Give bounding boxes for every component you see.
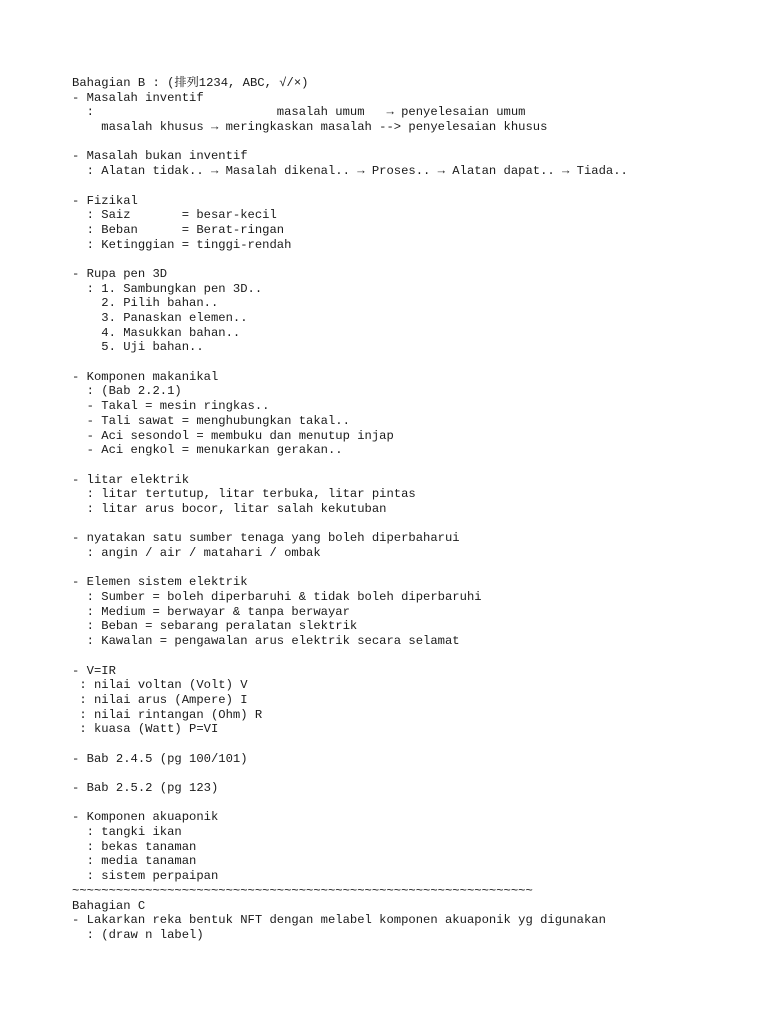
text-line: 5. Uji bahan..: [72, 340, 204, 355]
text-line: : tangki ikan: [72, 825, 182, 840]
document-page: [72, 76, 752, 943]
text-line: : bekas tanaman: [72, 839, 197, 854]
text-line: - litar elektrik: [72, 472, 190, 487]
text-line: 4. Masukkan bahan..: [72, 325, 241, 340]
text-line: : litar tertutup, litar terbuka, litar pintas: [72, 487, 416, 502]
text-line: - nyatakan satu sumber tenaga yang boleh diperbaharui: [72, 531, 460, 546]
text-line: - Fizikal: [72, 193, 138, 208]
text-line: : Ketinggian = tinggi-rendah: [72, 237, 292, 252]
text-line: 2. Pilih bahan..: [72, 296, 219, 311]
text-line: - Masalah bukan inventif: [72, 149, 248, 164]
text-line: : nilai rintangan (Ohm) R: [72, 707, 263, 722]
text-line: : (draw n label): [72, 927, 204, 942]
text-line: - Aci sesondol = membuku dan menutup injap: [72, 428, 394, 443]
text-line: - Elemen sistem elektrik: [72, 575, 248, 590]
text-line: - Takal = mesin ringkas..: [72, 399, 270, 414]
text-line: : Sumber = boleh diperbaruhi & tidak boleh diperbaruhi: [72, 590, 482, 605]
text-line: - Komponen makanikal: [72, 369, 219, 384]
text-line: ~~~~~~~~~~~~~~~~~~~~~~~~~~~~~~~~~~~~~~~~~~~~~~~~~~~~~~~~~~~~~~~: [72, 883, 533, 898]
text-line: : media tanaman: [72, 854, 197, 869]
text-line: - Aci engkol = menukarkan gerakan..: [72, 443, 343, 458]
text-line: - Bab 2.5.2 (pg 123): [72, 781, 219, 795]
blank-line: [72, 766, 752, 781]
blank-line: [72, 517, 752, 532]
text-line: : Alatan tidak.. → Masalah dikenal.. → Proses.. → Alatan dapat.. → Tiada..: [72, 164, 628, 179]
text-line: : Saiz = besar-kecil: [72, 208, 277, 223]
blank-line: [72, 561, 752, 576]
text-line: : 1. Sambungkan pen 3D..: [72, 281, 263, 296]
blank-line: [72, 649, 752, 664]
text-line: : masalah umum → penyelesaian umum: [72, 105, 526, 120]
text-line: - Komponen akuaponik: [72, 810, 219, 825]
text-line: : kuasa (Watt) P=VI: [72, 722, 219, 737]
text-line: - Bab 2.4.5 (pg 100/101): [72, 751, 248, 766]
blank-line: [72, 179, 752, 194]
text-line: 3. Panaskan elemen..: [72, 311, 248, 325]
text-line: : Beban = sebarang peralatan slektrik: [72, 619, 358, 634]
blank-line: [72, 796, 752, 811]
text-line: : litar arus bocor, litar salah kekutuban: [72, 501, 387, 516]
text-line: : angin / air / matahari / ombak: [72, 546, 321, 560]
blank-line: [72, 737, 752, 752]
text-line: : nilai voltan (Volt) V: [72, 678, 248, 693]
text-line: - V=IR: [72, 663, 116, 678]
text-line: - Rupa pen 3D: [72, 266, 168, 281]
blank-line: [72, 458, 752, 473]
text-line: masalah khusus → meringkaskan masalah --> penyelesaian khusus: [72, 120, 548, 135]
text-line: : Kawalan = pengawalan arus elektrik secara selamat: [72, 634, 460, 649]
blank-line: [72, 355, 752, 370]
text-line: : Beban = Berat-ringan: [72, 222, 285, 237]
blank-line: [72, 252, 752, 267]
text-line: - Masalah inventif: [72, 90, 204, 105]
text-line: : (Bab 2.2.1): [72, 384, 182, 399]
text-line: : sistem perpaipan: [72, 869, 219, 884]
blank-line: [72, 135, 752, 150]
text-line: Bahagian C: [72, 898, 146, 913]
text-line: : nilai arus (Ampere) I: [72, 692, 248, 707]
text-line: Bahagian B : (排列1234, ABC, √/×): [72, 76, 309, 90]
text-line: - Lakarkan reka bentuk NFT dengan melabel komponen akuaponik yg digunakan: [72, 913, 606, 928]
text-line: - Tali sawat = menghubungkan takal..: [72, 413, 350, 428]
text-line: : Medium = berwayar & tanpa berwayar: [72, 604, 350, 619]
